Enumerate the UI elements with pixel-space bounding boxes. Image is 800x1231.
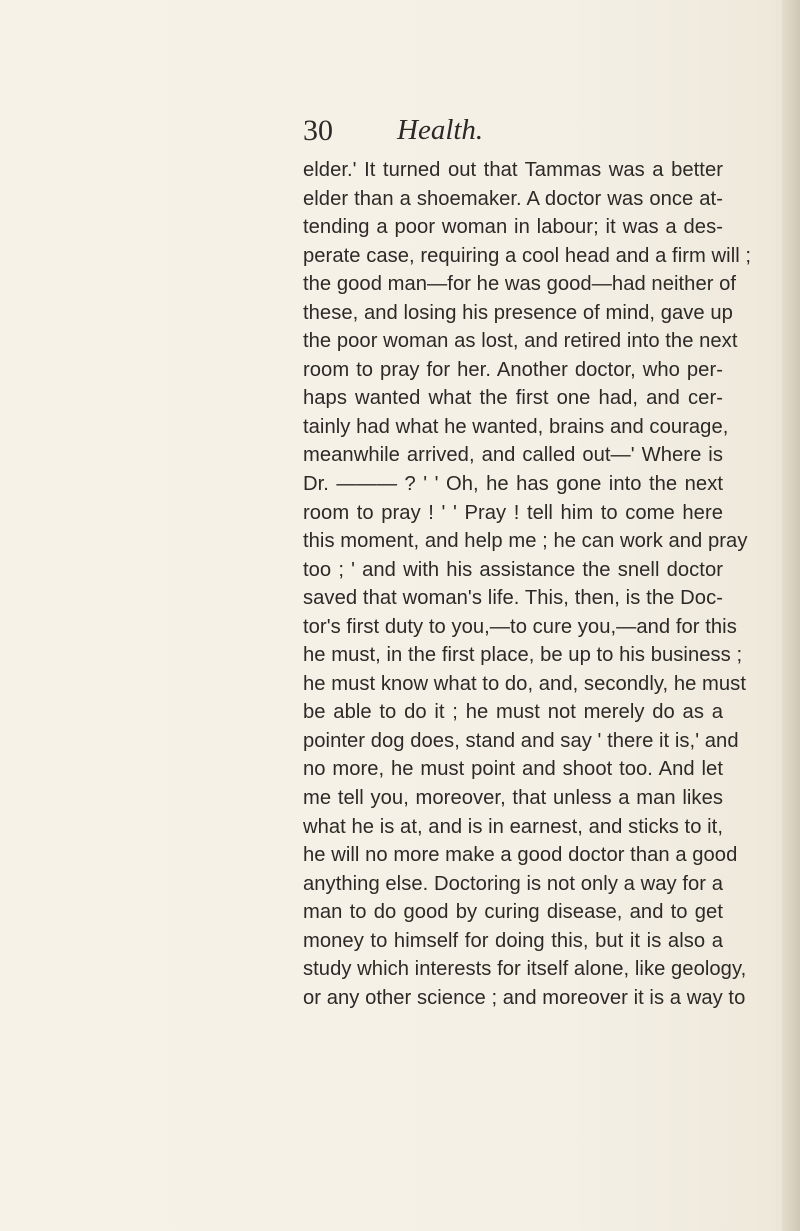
text-line: saved that woman's life. This, then, is the Doc-: [303, 587, 723, 610]
text-line: the poor woman as lost, and retired into the next: [303, 330, 738, 353]
text-line: he must know what to do, and, secondly, he must: [303, 672, 746, 695]
text-line: tending a poor woman in labour; it was a des-: [303, 216, 723, 239]
text-line: room to pray ! ' ' Pray ! tell him to come here: [303, 501, 723, 524]
text-line: what he is at, and is in earnest, and sticks to it,: [303, 815, 723, 838]
text-line: tainly had what he wanted, brains and courage,: [303, 415, 729, 438]
text-line: he will no more make a good doctor than a good: [303, 844, 738, 867]
text-line: room to pray for her. Another doctor, who per-: [303, 358, 723, 381]
text-line: man to do good by curing disease, and to get: [303, 901, 723, 924]
text-line: haps wanted what the first one had, and cer-: [303, 387, 723, 410]
text-line: Dr. ——— ? ' ' Oh, he has gone into the next: [303, 473, 723, 496]
text-line: elder.' It turned out that Tammas was a better: [303, 159, 723, 181]
text-line: meanwhile arrived, and called out—' Where is: [303, 444, 723, 467]
running-title: Health.: [397, 114, 484, 146]
text-line: money to himself for doing this, but it is also a: [303, 929, 723, 952]
text-line: elder than a shoemaker. A doctor was once at-: [303, 187, 723, 210]
text-line: be able to do it ; he must not merely do as a: [303, 701, 723, 724]
text-line: pointer dog does, stand and say ' there it is,' and: [303, 729, 739, 752]
text-line: me tell you, moreover, that unless a man likes: [303, 787, 723, 810]
text-line: no more, he must point and shoot too. And let: [303, 758, 723, 781]
body-text: [303, 156, 752, 1012]
text-line: anything else. Doctoring is not only a way for a: [303, 872, 723, 895]
text-line: these, and losing his presence of mind, gave up: [303, 301, 733, 324]
text-line: this moment, and help me ; he can work and pray: [303, 530, 748, 553]
text-line: study which interests for itself alone, like geology,: [303, 958, 747, 981]
text-line: he must, in the first place, be up to his business ;: [303, 644, 743, 667]
text-line: perate case, requiring a cool head and a firm will ;: [303, 244, 752, 267]
text-line: too ; ' and with his assistance the snell doctor: [303, 558, 723, 581]
running-header: [303, 112, 723, 152]
page-edge-shadow: [782, 0, 800, 1231]
text-line: the good man—for he was good—had neither of: [303, 273, 737, 296]
text-line: or any other science ; and moreover it is a way to: [303, 986, 746, 1009]
text-line: tor's first duty to you,—to cure you,—and for this: [303, 615, 737, 638]
page-number: 30: [303, 114, 333, 147]
